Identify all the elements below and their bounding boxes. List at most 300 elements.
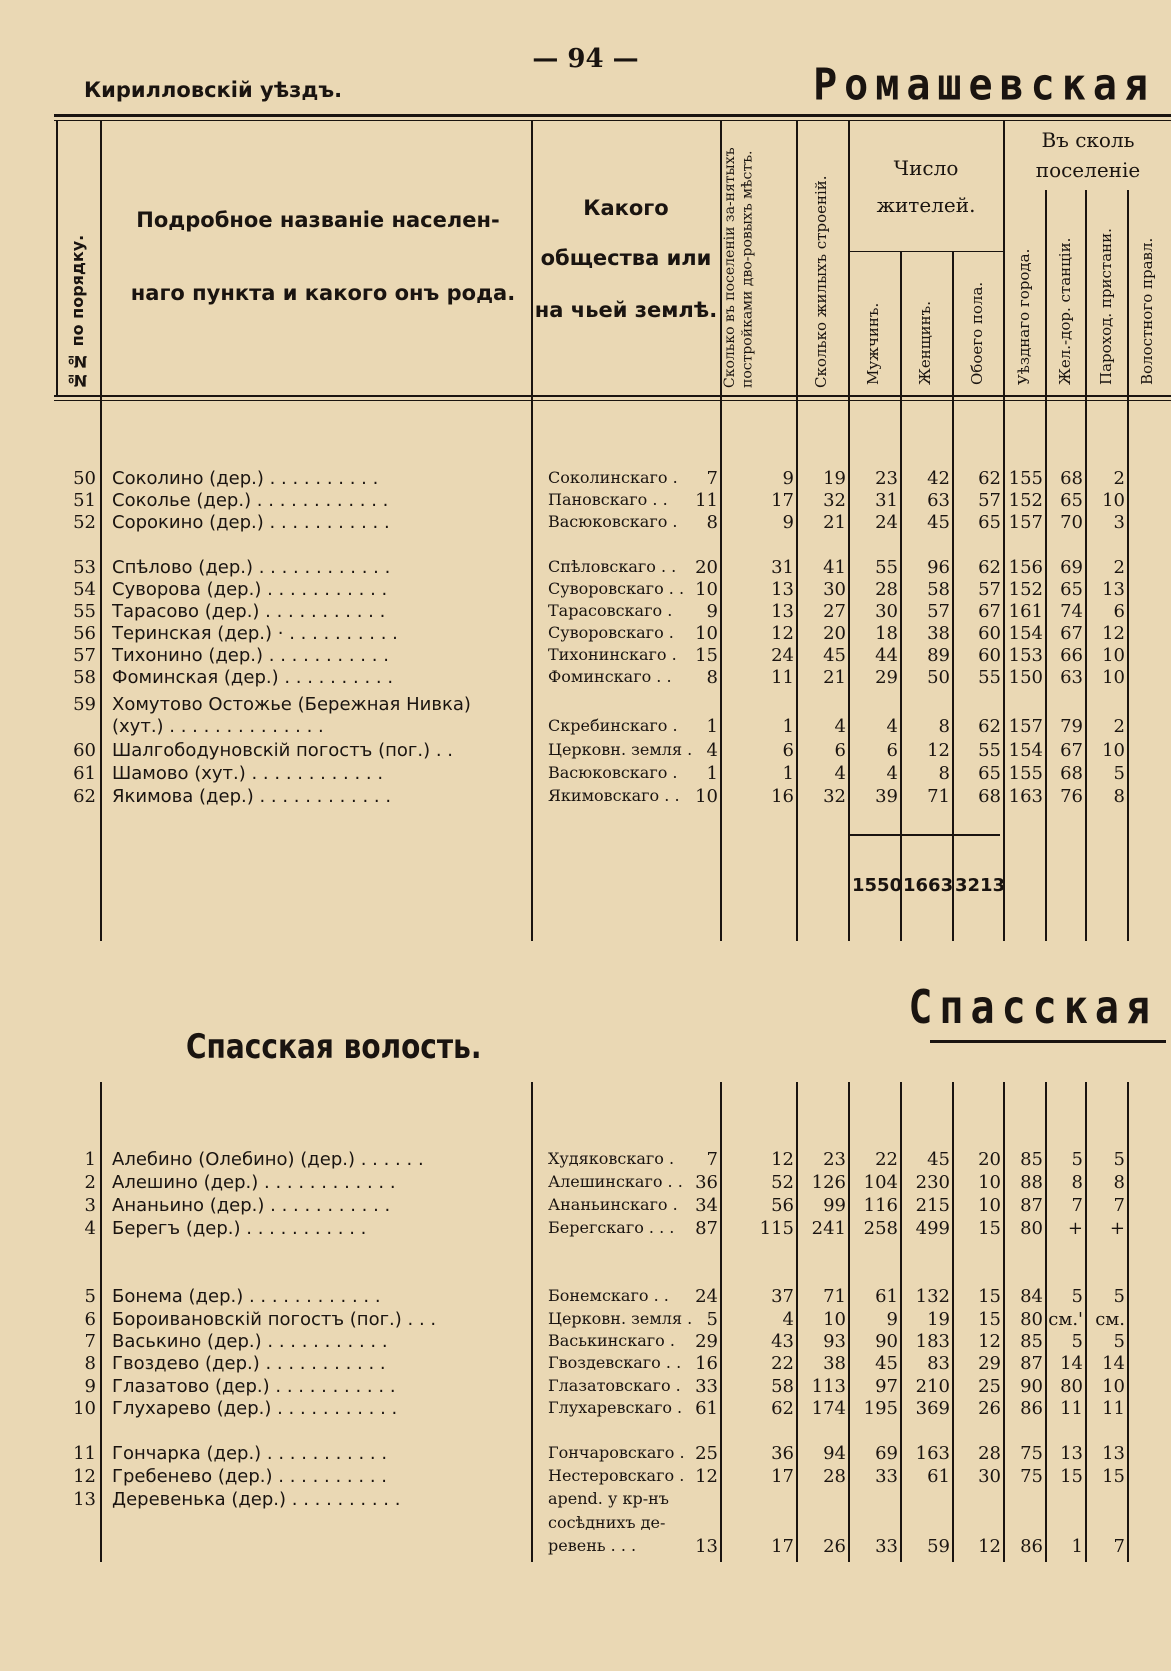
table-row xyxy=(56,1149,1166,1172)
row-m: 20 xyxy=(823,623,846,644)
row-a: 13 xyxy=(695,1536,718,1557)
row-d3: 11 xyxy=(1060,1398,1083,1419)
row-b: 56 xyxy=(771,1195,794,1216)
volost-heading: Ромашевская xyxy=(813,59,1155,111)
header-col-volost: Волостного правл. xyxy=(1138,237,1156,385)
row-t: 210 xyxy=(915,1376,950,1397)
table-row xyxy=(56,1536,1166,1559)
row-d2: 157 xyxy=(1008,716,1043,737)
row-d3: 65 xyxy=(1060,490,1083,511)
row-d1: 29 xyxy=(978,1353,1001,1374)
table-row xyxy=(56,716,1166,739)
header-col-rail: Жел.-дор. станціи. xyxy=(1056,237,1074,385)
row-name: Фоминская (дер.) . . . . . . . . . . xyxy=(112,667,394,688)
row-d2: 80 xyxy=(1020,1309,1043,1330)
row-d3: 70 xyxy=(1060,512,1083,533)
row-m: 26 xyxy=(823,1536,846,1557)
row-d1: 12 xyxy=(978,1536,1001,1557)
row-society: Суворовскаго . xyxy=(548,623,674,642)
row-t: 183 xyxy=(915,1331,950,1352)
row-a: 7 xyxy=(706,1149,718,1170)
row-w: 29 xyxy=(875,667,898,688)
row-d1: 15 xyxy=(978,1309,1001,1330)
row-society: Бонемскаго . . xyxy=(548,1286,669,1305)
row-number: 4 xyxy=(84,1218,96,1239)
row-d3: 66 xyxy=(1060,645,1083,666)
row-d4: см. xyxy=(1095,1309,1125,1330)
row-w: 39 xyxy=(875,786,898,807)
row-t: 50 xyxy=(927,667,950,688)
row-w: 97 xyxy=(875,1376,898,1397)
table-row xyxy=(56,1489,1166,1512)
row-d3: 65 xyxy=(1060,579,1083,600)
table-row xyxy=(56,579,1166,602)
row-d2: 75 xyxy=(1020,1466,1043,1487)
row-d3: 67 xyxy=(1060,623,1083,644)
row-w: 24 xyxy=(875,512,898,533)
row-b: 24 xyxy=(771,645,794,666)
table-row xyxy=(56,740,1166,763)
row-society: Глухаревскаго . xyxy=(548,1398,683,1417)
row-b: 12 xyxy=(771,1149,794,1170)
row-d2: 88 xyxy=(1020,1172,1043,1193)
row-b: 12 xyxy=(771,623,794,644)
row-d3: 79 xyxy=(1060,716,1083,737)
row-number: 57 xyxy=(73,645,96,666)
table-row xyxy=(56,763,1166,786)
row-t: 42 xyxy=(927,468,950,489)
header-col-soc-1: Какого xyxy=(583,196,669,220)
row-society: Спѣловскаго . . xyxy=(548,557,677,576)
row-a: 33 xyxy=(695,1376,718,1397)
row-m: 93 xyxy=(823,1331,846,1352)
row-w: 23 xyxy=(875,468,898,489)
total-men: 1550 xyxy=(852,875,903,896)
row-society: Худяковскаго . xyxy=(548,1149,675,1168)
row-m: 174 xyxy=(811,1398,846,1419)
row-name: Хомутово Остожье (Бережная Нивка) xyxy=(112,694,471,715)
row-number: 61 xyxy=(73,763,96,784)
col-line xyxy=(56,121,58,397)
table-row xyxy=(56,1353,1166,1376)
row-d1: 30 xyxy=(978,1466,1001,1487)
row-w: 22 xyxy=(875,1149,898,1170)
spas-volost-title: Спасская волость. xyxy=(186,1026,482,1067)
row-w: 9 xyxy=(886,1309,898,1330)
row-d1: 62 xyxy=(978,468,1001,489)
row-b: 17 xyxy=(771,1466,794,1487)
row-t: 59 xyxy=(927,1536,950,1557)
table-row xyxy=(56,557,1166,580)
row-m: 28 xyxy=(823,1466,846,1487)
row-w: 33 xyxy=(875,1536,898,1557)
row-b: 4 xyxy=(782,1309,794,1330)
row-d1: 10 xyxy=(978,1195,1001,1216)
row-d3: 1 xyxy=(1071,1536,1083,1557)
row-d4: 13 xyxy=(1102,1443,1125,1464)
row-d3: 68 xyxy=(1060,468,1083,489)
row-number: 2 xyxy=(84,1172,96,1193)
row-d4: 5 xyxy=(1113,1149,1125,1170)
row-m: 99 xyxy=(823,1195,846,1216)
row-d1: 10 xyxy=(978,1172,1001,1193)
row-d2: 87 xyxy=(1020,1353,1043,1374)
row-d3: 63 xyxy=(1060,667,1083,688)
row-d3: 7 xyxy=(1071,1195,1083,1216)
row-d1: 26 xyxy=(978,1398,1001,1419)
row-name: Алешино (дер.) . . . . . . . . . . . . xyxy=(112,1172,396,1193)
row-society: Васюковскаго . xyxy=(548,512,678,531)
row-d2: 155 xyxy=(1008,763,1043,784)
table-row xyxy=(56,512,1166,535)
row-a: 8 xyxy=(706,512,718,533)
table-row xyxy=(56,1218,1166,1241)
row-a: 1 xyxy=(706,716,718,737)
row-society: Берегскаго . . . xyxy=(548,1218,675,1237)
row-m: 6 xyxy=(834,740,846,761)
row-name: Якимова (дер.) . . . . . . . . . . . . xyxy=(112,786,392,807)
row-name: Суворова (дер.) . . . . . . . . . . . xyxy=(112,579,388,600)
row-m: 71 xyxy=(823,1286,846,1307)
row-d4: 5 xyxy=(1113,763,1125,784)
row-w: 33 xyxy=(875,1466,898,1487)
header-col-women: Женщинъ. xyxy=(916,301,934,385)
header-col-name-1: Подробное названіе населен- xyxy=(136,208,500,232)
row-d1: 65 xyxy=(978,763,1001,784)
row-name: Гребенево (дер.) . . . . . . . . . . xyxy=(112,1466,387,1487)
header-col-soc-3: на чьей землѣ. xyxy=(534,298,718,322)
row-w: 61 xyxy=(875,1286,898,1307)
row-d4: 5 xyxy=(1113,1331,1125,1352)
row-society: арend. у кр-нъ xyxy=(548,1489,669,1508)
table-row xyxy=(56,645,1166,668)
row-m: 27 xyxy=(823,601,846,622)
row-a: 10 xyxy=(695,786,718,807)
row-d1: 57 xyxy=(978,579,1001,600)
row-a: 1 xyxy=(706,763,718,784)
row-d4: 6 xyxy=(1113,601,1125,622)
row-name: Тихонино (дер.) . . . . . . . . . . . xyxy=(112,645,389,666)
row-d2: 80 xyxy=(1020,1218,1043,1239)
row-a: 7 xyxy=(706,468,718,489)
row-w: 104 xyxy=(863,1172,898,1193)
table-row xyxy=(56,1376,1166,1399)
row-b: 13 xyxy=(771,579,794,600)
row-number: 7 xyxy=(84,1331,96,1352)
row-d4: 11 xyxy=(1102,1398,1125,1419)
header-col-both: Обоего пола. xyxy=(968,281,986,385)
row-m: 45 xyxy=(823,645,846,666)
row-d1: 15 xyxy=(978,1286,1001,1307)
row-number: 60 xyxy=(73,740,96,761)
row-b: 11 xyxy=(771,667,794,688)
row-a: 10 xyxy=(695,579,718,600)
spas-heading-rule xyxy=(930,1040,1166,1043)
row-name: Соколье (дер.) . . . . . . . . . . . . xyxy=(112,490,389,511)
row-d2: 85 xyxy=(1020,1331,1043,1352)
row-d2: 86 xyxy=(1020,1536,1043,1557)
row-name: Сорокино (дер.) . . . . . . . . . . . xyxy=(112,512,390,533)
row-d1: 60 xyxy=(978,623,1001,644)
row-a: 20 xyxy=(695,557,718,578)
row-d2: 150 xyxy=(1008,667,1043,688)
row-w: 258 xyxy=(863,1218,898,1239)
row-a: 34 xyxy=(695,1195,718,1216)
row-w: 116 xyxy=(863,1195,898,1216)
row-d4: 10 xyxy=(1102,490,1125,511)
row-d2: 161 xyxy=(1008,601,1043,622)
row-w: 195 xyxy=(863,1398,898,1419)
row-d3: 8 xyxy=(1071,1172,1083,1193)
row-w: 4 xyxy=(886,716,898,737)
row-a: 10 xyxy=(695,623,718,644)
row-d1: 65 xyxy=(978,512,1001,533)
row-m: 32 xyxy=(823,490,846,511)
row-society: Скребинскаго . xyxy=(548,716,678,735)
row-d4: 10 xyxy=(1102,1376,1125,1397)
table-row xyxy=(56,667,1166,690)
row-b: 22 xyxy=(771,1353,794,1374)
row-w: 4 xyxy=(886,763,898,784)
row-t: 96 xyxy=(927,557,950,578)
row-number: 51 xyxy=(73,490,96,511)
row-t: 58 xyxy=(927,579,950,600)
row-w: 30 xyxy=(875,601,898,622)
row-name: Глазатово (дер.) . . . . . . . . . . . xyxy=(112,1376,396,1397)
row-d4: 7 xyxy=(1113,1195,1125,1216)
row-b: 58 xyxy=(771,1376,794,1397)
row-name: Тарасово (дер.) . . . . . . . . . . . xyxy=(112,601,386,622)
row-society: Васюковскаго . xyxy=(548,763,678,782)
row-name: Ананьино (дер.) . . . . . . . . . . . xyxy=(112,1195,391,1216)
row-w: 69 xyxy=(875,1443,898,1464)
header-col-pier: Пароход. пристани. xyxy=(1097,228,1115,385)
row-d1: 55 xyxy=(978,667,1001,688)
row-w: 18 xyxy=(875,623,898,644)
row-d3: 13 xyxy=(1060,1443,1083,1464)
total-both: 3213 xyxy=(955,875,1006,896)
row-t: 89 xyxy=(927,645,950,666)
row-d4: 8 xyxy=(1113,1172,1125,1193)
row-b: 52 xyxy=(771,1172,794,1193)
row-name: (хут.) . . . . . . . . . . . . . . xyxy=(112,716,324,737)
table-row xyxy=(56,623,1166,646)
row-name: Глухарево (дер.) . . . . . . . . . . . xyxy=(112,1398,398,1419)
row-t: 12 xyxy=(927,740,950,761)
row-number: 54 xyxy=(73,579,96,600)
row-d2: 154 xyxy=(1008,623,1043,644)
row-d2: 86 xyxy=(1020,1398,1043,1419)
row-number: 13 xyxy=(73,1489,96,1510)
row-number: 52 xyxy=(73,512,96,533)
row-d4: 2 xyxy=(1113,716,1125,737)
row-b: 17 xyxy=(771,1536,794,1557)
row-m: 241 xyxy=(811,1218,846,1239)
row-number: 58 xyxy=(73,667,96,688)
row-w: 44 xyxy=(875,645,898,666)
row-d2: 75 xyxy=(1020,1443,1043,1464)
row-society: Соколинскаго . xyxy=(548,468,678,487)
table-row xyxy=(56,786,1166,809)
header-col-dist-1: Въ сколь xyxy=(1041,128,1135,152)
row-society: Глазатовскаго . xyxy=(548,1376,681,1395)
row-number: 9 xyxy=(84,1376,96,1397)
row-d1: 28 xyxy=(978,1443,1001,1464)
total-women: 1663 xyxy=(903,875,954,896)
row-society: Нестеровскаго . xyxy=(548,1466,685,1485)
header-col-pop-1: Число xyxy=(893,156,959,180)
row-d4: 13 xyxy=(1102,579,1125,600)
row-b: 1 xyxy=(782,763,794,784)
table-row xyxy=(56,694,1166,717)
row-b: 115 xyxy=(759,1218,794,1239)
row-b: 31 xyxy=(771,557,794,578)
header-col-yards-text: Сколько въ поселеніи за-нятыхъ постройками дво-ровыхъ мѣстъ. xyxy=(722,147,756,388)
row-name: Шалгободуновскій погостъ (пог.) . . xyxy=(112,740,454,761)
row-number: 62 xyxy=(73,786,96,807)
row-b: 6 xyxy=(782,740,794,761)
row-name: Деревенька (дер.) . . . . . . . . . . xyxy=(112,1489,401,1510)
row-d4: 10 xyxy=(1102,740,1125,761)
row-name: Васькино (дер.) . . . . . . . . . . . xyxy=(112,1331,388,1352)
table-row xyxy=(56,1331,1166,1354)
row-society: Церковн. земля . xyxy=(548,740,693,759)
row-d4: 2 xyxy=(1113,557,1125,578)
row-b: 62 xyxy=(771,1398,794,1419)
row-b: 16 xyxy=(771,786,794,807)
row-d2: 90 xyxy=(1020,1376,1043,1397)
row-d4: 15 xyxy=(1102,1466,1125,1487)
header-col-num: №№ по порядку. xyxy=(68,234,87,390)
row-a: 61 xyxy=(695,1398,718,1419)
row-number: 6 xyxy=(84,1309,96,1330)
row-d3: 5 xyxy=(1071,1331,1083,1352)
row-a: 36 xyxy=(695,1172,718,1193)
row-t: 38 xyxy=(927,623,950,644)
row-d4: 10 xyxy=(1102,667,1125,688)
row-d2: 153 xyxy=(1008,645,1043,666)
table-row xyxy=(56,601,1166,624)
row-m: 94 xyxy=(823,1443,846,1464)
row-m: 10 xyxy=(823,1309,846,1330)
row-society: сосѣднихъ де- xyxy=(548,1513,666,1532)
row-society: Фоминскаго . . xyxy=(548,667,672,686)
row-m: 23 xyxy=(823,1149,846,1170)
row-t: 369 xyxy=(915,1398,950,1419)
row-d1: 55 xyxy=(978,740,1001,761)
row-m: 19 xyxy=(823,468,846,489)
header-col-dist-2: поселеніе xyxy=(1035,158,1141,182)
row-d2: 156 xyxy=(1008,557,1043,578)
row-t: 45 xyxy=(927,512,950,533)
row-a: 24 xyxy=(695,1286,718,1307)
table-row xyxy=(56,1309,1166,1332)
row-number: 55 xyxy=(73,601,96,622)
row-b: 13 xyxy=(771,601,794,622)
row-d2: 85 xyxy=(1020,1149,1043,1170)
row-name: Гончарка (дер.) . . . . . . . . . . . xyxy=(112,1443,388,1464)
row-society: Васькинскаго . xyxy=(548,1331,675,1350)
row-society: Гончаровскаго . xyxy=(548,1443,685,1462)
row-d2: 154 xyxy=(1008,740,1043,761)
row-m: 30 xyxy=(823,579,846,600)
row-d3: 68 xyxy=(1060,763,1083,784)
row-number: 12 xyxy=(73,1466,96,1487)
row-d4: 3 xyxy=(1113,512,1125,533)
row-a: 4 xyxy=(706,740,718,761)
row-b: 43 xyxy=(771,1331,794,1352)
pop-subheader-rule xyxy=(850,251,1004,252)
row-number: 5 xyxy=(84,1286,96,1307)
row-d3: 80 xyxy=(1060,1376,1083,1397)
row-d1: 62 xyxy=(978,557,1001,578)
table-row xyxy=(56,1195,1166,1218)
row-w: 55 xyxy=(875,557,898,578)
row-m: 21 xyxy=(823,667,846,688)
row-w: 6 xyxy=(886,740,898,761)
volost-heading-2: Спасская xyxy=(908,981,1157,1035)
row-d2: 152 xyxy=(1008,579,1043,600)
row-m: 4 xyxy=(834,763,846,784)
row-name: Теринская (дер.) · . . . . . . . . . . xyxy=(112,623,398,644)
row-d2: 87 xyxy=(1020,1195,1043,1216)
row-name: Соколино (дер.) . . . . . . . . . . xyxy=(112,468,379,489)
row-d4: + xyxy=(1109,1218,1125,1239)
row-d4: 12 xyxy=(1102,623,1125,644)
row-w: 28 xyxy=(875,579,898,600)
row-b: 36 xyxy=(771,1443,794,1464)
row-w: 45 xyxy=(875,1353,898,1374)
header-col-town: Уѣзднаго города. xyxy=(1015,248,1033,385)
row-a: 12 xyxy=(695,1466,718,1487)
table-row xyxy=(56,490,1166,513)
row-t: 83 xyxy=(927,1353,950,1374)
table-row xyxy=(56,1286,1166,1309)
row-m: 21 xyxy=(823,512,846,533)
row-society: Тихонинскаго . xyxy=(548,645,677,664)
header-col-name-2: наго пункта и какого онъ рода. xyxy=(130,281,516,305)
row-name: Шамово (хут.) . . . . . . . . . . . . xyxy=(112,763,384,784)
row-name: Спѣлово (дер.) . . . . . . . . . . . . xyxy=(112,557,391,578)
row-d2: 84 xyxy=(1020,1286,1043,1307)
row-t: 63 xyxy=(927,490,950,511)
row-m: 113 xyxy=(811,1376,846,1397)
row-d4: 8 xyxy=(1113,786,1125,807)
row-a: 16 xyxy=(695,1353,718,1374)
row-name: Бонема (дер.) . . . . . . . . . . . . xyxy=(112,1286,381,1307)
row-b: 1 xyxy=(782,716,794,737)
row-t: 132 xyxy=(915,1286,950,1307)
row-d3: 76 xyxy=(1060,786,1083,807)
row-number: 8 xyxy=(84,1353,96,1374)
header-col-houses: Сколько жилыхъ строеній. xyxy=(812,175,830,388)
row-d3: 5 xyxy=(1071,1149,1083,1170)
row-society: Ананьинскаго . xyxy=(548,1195,678,1214)
row-b: 37 xyxy=(771,1286,794,1307)
table-row xyxy=(56,1172,1166,1195)
row-t: 19 xyxy=(927,1309,950,1330)
row-d3: 14 xyxy=(1060,1353,1083,1374)
row-number: 56 xyxy=(73,623,96,644)
row-society: Пановскаго . . xyxy=(548,490,668,509)
row-a: 9 xyxy=(706,601,718,622)
row-m: 32 xyxy=(823,786,846,807)
row-t: 8 xyxy=(938,716,950,737)
table-row xyxy=(56,1398,1166,1421)
row-d4: 5 xyxy=(1113,1286,1125,1307)
row-d4: 2 xyxy=(1113,468,1125,489)
row-t: 45 xyxy=(927,1149,950,1170)
